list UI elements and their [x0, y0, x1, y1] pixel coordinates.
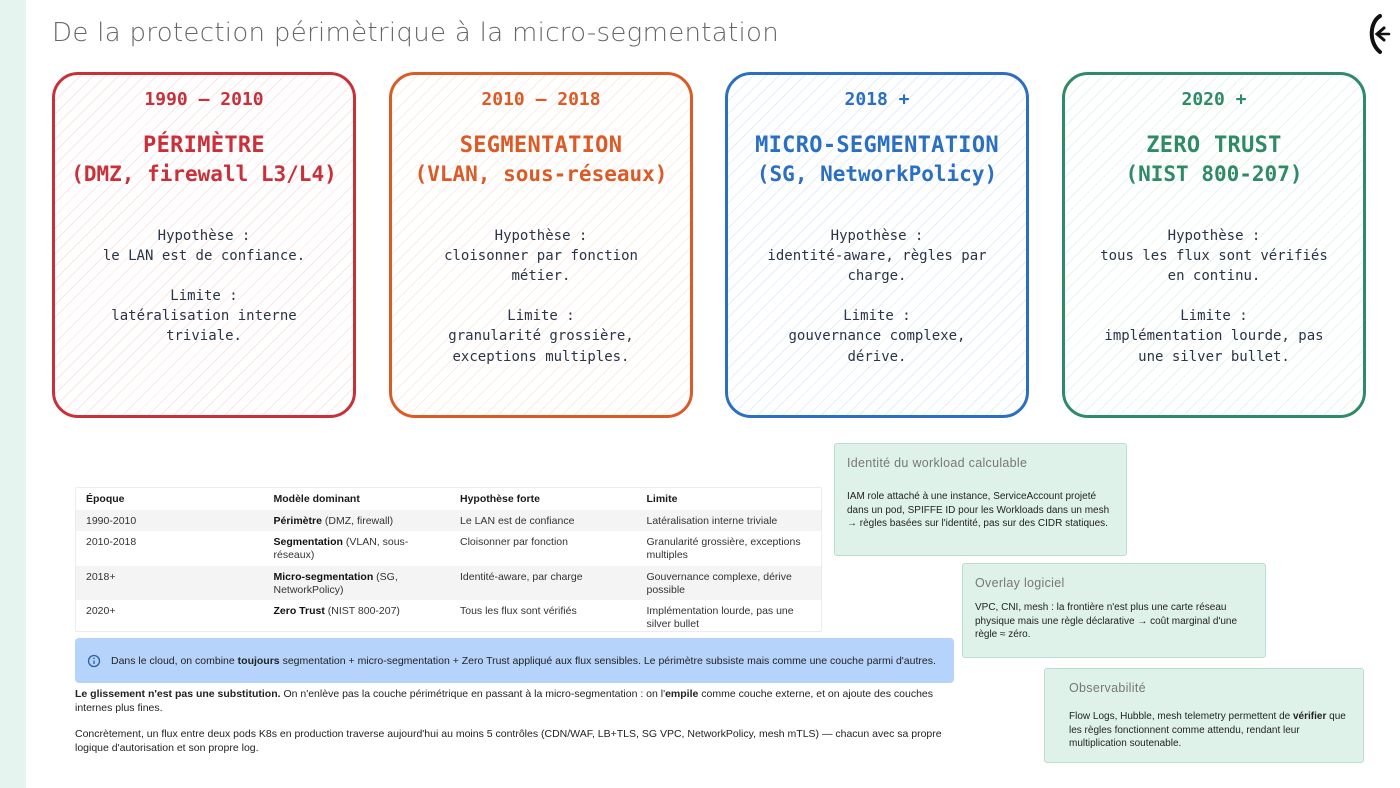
paragraph-emphasis: empile: [665, 688, 699, 700]
note-body: [1069, 710, 1351, 751]
paragraph-text: On n'enlève pas la couche périmétrique en passant à la micro-segmentation : on l': [280, 688, 666, 700]
cell-epoch: 1990-2010: [86, 515, 137, 527]
note-software-overlay: [962, 563, 1266, 658]
limit-label: Limite :: [1180, 308, 1248, 325]
cell-hypothesis: Identité-aware, par charge: [460, 571, 583, 583]
note-body-end: que les règles fonctionnent comme attendu, rendant leur multiplication soutenable.: [1069, 711, 1346, 749]
table-header: [76, 488, 821, 510]
table-row: [76, 531, 821, 566]
hypothesis-label: Hypothèse :: [830, 227, 924, 244]
cell-model-rest: (NIST 800-207): [324, 605, 400, 617]
model-subtitle: (DMZ, firewall L3/L4): [71, 161, 337, 186]
hypothesis-text: tous les flux sont vérifiés en continu.: [1100, 247, 1328, 285]
cell-model: [264, 605, 451, 632]
cell-model-bold: Périmètre: [273, 515, 322, 527]
cell-model-bold: Zero Trust: [273, 605, 325, 617]
cell-hypothesis: Le LAN est de confiance: [460, 515, 575, 527]
callout-text-end: segmentation + micro-segmentation + Zero Trust appliqué aux flux sensibles. Le périmètre subsiste mais comme une couche parmi d'autres.: [279, 654, 936, 667]
cell-model: [264, 515, 451, 531]
cell-model-rest: (SG, NetworkPolicy): [273, 571, 398, 596]
hypothesis-text: le LAN est de confiance.: [102, 247, 306, 264]
model-title: PÉRIMÈTRE: [143, 133, 265, 158]
paragraph-lead: Le glissement n'est pas une substitution.: [75, 688, 281, 700]
table-row: [76, 600, 821, 632]
info-icon: [87, 654, 101, 668]
model-subtitle: (NIST 800-207): [1125, 161, 1303, 186]
cell-model-rest: (DMZ, firewall): [321, 515, 394, 527]
cell-epoch: 2018+: [86, 571, 116, 583]
paragraph-glissement: [75, 688, 955, 715]
table-row: [76, 510, 821, 531]
note-body-start: Flow Logs, Hubble, mesh telemetry permettent de: [1069, 711, 1293, 722]
note-title: Observabilité: [1069, 681, 1146, 695]
paragraph-concretement: Concrètement, un flux entre deux pods K8s en production traverse aujourd'hui au moins 5 contrôles (CDN/WAF, LB+TLS, SG VPC, NetworkPolicy, mesh mTLS) — chacun avec sa propre logique d'autorisation et son propre log.: [75, 728, 942, 754]
era-label: 2020 +: [1181, 89, 1247, 110]
header-hypothesis: Hypothèse forte: [460, 492, 540, 505]
era-label: 1990 — 2010: [144, 89, 264, 110]
model-title: ZERO TRUST: [1146, 133, 1282, 158]
era-card-zero-trust: [1062, 72, 1366, 418]
hypothesis-text: cloisonner par fonction métier.: [444, 247, 638, 285]
cell-epoch: 2020+: [86, 605, 116, 617]
era-label: 2018 +: [844, 89, 910, 110]
note-title: Overlay logiciel: [975, 576, 1065, 590]
limit-label: Limite :: [843, 308, 911, 325]
limit-label: Limite :: [170, 288, 238, 305]
cell-model-rest: (VLAN, sous-réseaux): [273, 536, 409, 561]
cell-epoch: 2010-2018: [86, 536, 137, 548]
paragraph-text-end: comme couche externe, et on ajoute des couches internes plus fines.: [75, 688, 933, 714]
note-body: IAM role attaché à une instance, ServiceAccount projeté dans un pod, SPIFFE ID pour les Workloads dans un mesh → règles basées sur l'identité, pas sur des CIDR statiques.: [847, 491, 1110, 529]
note-body: VPC, CNI, mesh : la frontière n'est plus une carte réseau physique mais une règle déclarative → coût marginal d'une règle ≈ zéro.: [975, 602, 1238, 640]
model-title: MICRO-SEGMENTATION: [755, 133, 999, 158]
hypothesis-label: Hypothèse :: [157, 227, 251, 244]
cell-model-bold: Segmentation: [273, 536, 343, 548]
limit-text: granularité grossière, exceptions multiples.: [448, 328, 634, 365]
cell-model-bold: Micro-segmentation: [273, 571, 374, 583]
note-body-bold: vérifier: [1293, 711, 1327, 722]
limit-text: implémentation lourde, pas une silver bullet.: [1104, 328, 1324, 365]
era-label: 2010 — 2018: [481, 89, 601, 110]
header-limit: Limite: [646, 492, 678, 505]
hypothesis-label: Hypothèse :: [494, 227, 588, 244]
callout-text-bold: toujours: [237, 654, 280, 667]
cell-model: [264, 571, 451, 600]
cell-hypothesis: Tous les flux sont vérifiés: [460, 605, 577, 617]
eras-table: [75, 487, 822, 632]
cell-limit: Implémentation lourde, pas une silver bullet: [646, 605, 794, 630]
note-title: Identité du workload calculable: [847, 456, 1028, 470]
brand-logo-icon: [1362, 12, 1392, 56]
cell-model: [264, 536, 451, 566]
left-accent-strip: [0, 0, 26, 788]
era-card-perimeter: [52, 72, 356, 418]
table-row: [76, 566, 821, 600]
model-title: SEGMENTATION: [459, 133, 623, 158]
note-workload-identity: [834, 443, 1127, 556]
callout-text-start: Dans le cloud, on combine: [111, 654, 238, 667]
info-callout: [75, 638, 954, 683]
limit-label: Limite :: [507, 308, 575, 325]
callout-text: [111, 655, 936, 667]
hypothesis-label: Hypothèse :: [1167, 227, 1261, 244]
era-card-segmentation: [389, 72, 693, 418]
page-title: De la protection périmètrique à la micro-segmentation: [52, 18, 780, 48]
header-model: Modèle dominant: [273, 492, 360, 505]
model-subtitle: (SG, NetworkPolicy): [756, 161, 998, 186]
limit-text: gouvernance complexe, dérive.: [788, 328, 966, 365]
limit-text: latéralisation interne triviale.: [111, 308, 297, 345]
header-epoch: Époque: [86, 492, 125, 505]
era-card-micro-segmentation: [725, 72, 1029, 418]
cell-hypothesis: Cloisonner par fonction: [460, 536, 568, 548]
cell-limit: Gouvernance complexe, dérive possible: [646, 571, 792, 596]
model-subtitle: (VLAN, sous-réseaux): [414, 161, 668, 186]
hypothesis-text: identité-aware, règles par charge.: [767, 247, 987, 285]
note-observability: [1044, 668, 1364, 763]
cell-limit: Latéralisation interne triviale: [646, 515, 778, 527]
cell-limit: Granularité grossière, exceptions multiples: [646, 536, 801, 561]
